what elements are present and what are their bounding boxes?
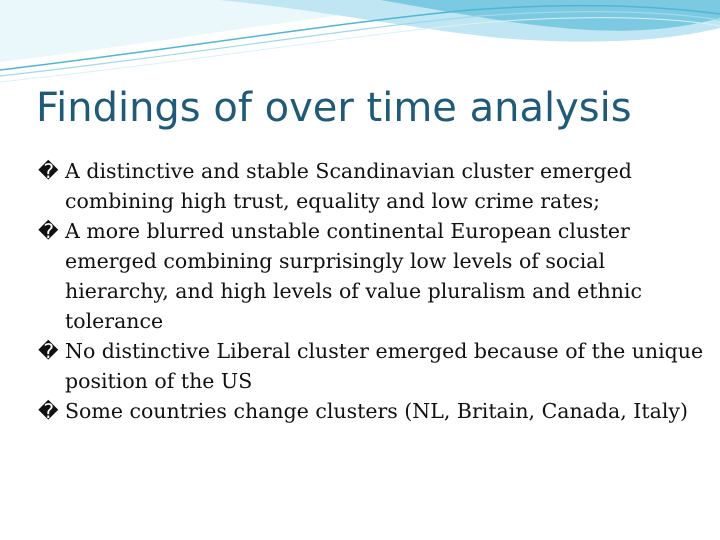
bullet-icon: � [38,159,59,183]
bullet-icon: � [38,339,59,363]
header-wave-decoration [0,0,720,90]
bullet-item [38,156,710,216]
bullet-item [38,396,710,426]
bullet-icon: � [38,219,59,243]
slide-title: Findings of over time analysis [36,85,632,131]
bullet-text: A more blurred unstable continental European cluster emerged combining surprisingly low levels of social hierarchy, and high levels of value pluralism and ethnic tolerance [65,219,642,333]
bullet-text: No distinctive Liberal cluster emerged because of the unique position of the US [65,339,704,393]
bullet-list [38,156,710,426]
bullet-text: A distinctive and stable Scandinavian cluster emerged combining high trust, equality and low crime rates; [65,159,632,213]
bullet-text: Some countries change clusters (NL, Britain, Canada, Italy) [65,399,688,423]
bullet-item [38,336,710,396]
bullet-icon: � [38,399,59,423]
bullet-item [38,216,710,336]
